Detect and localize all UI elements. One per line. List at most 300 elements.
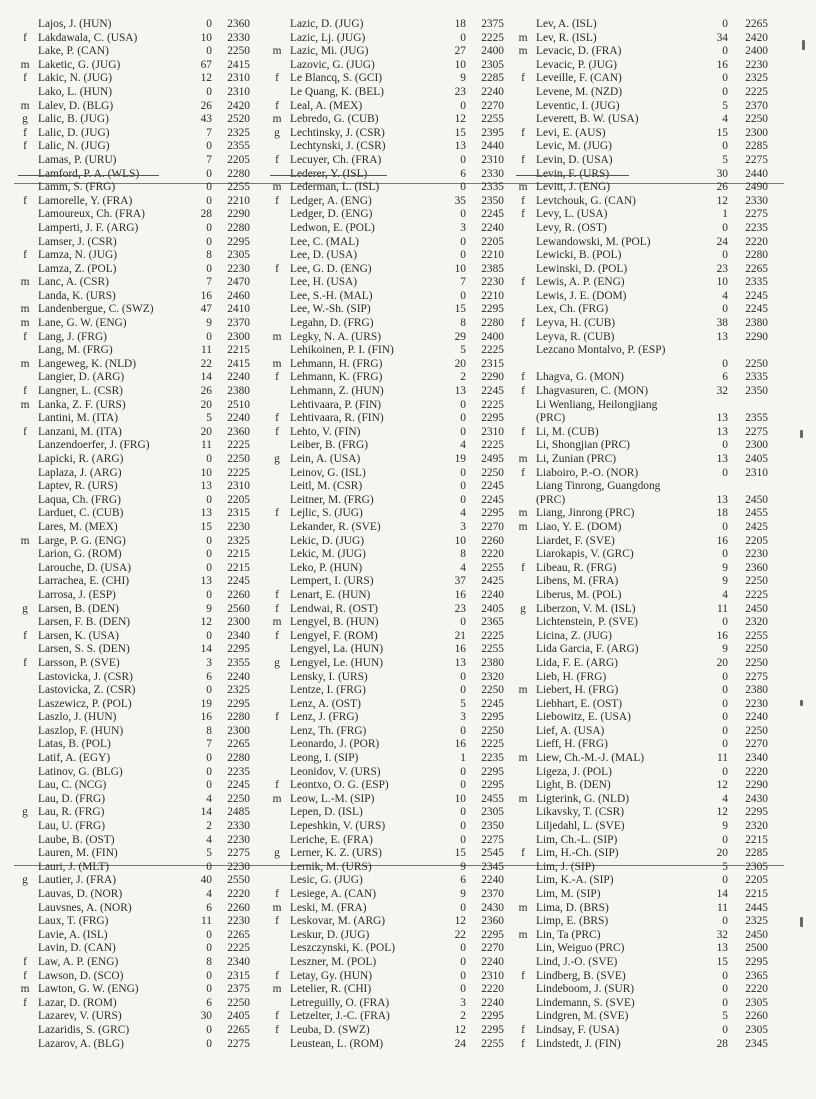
player-title: m <box>518 684 528 697</box>
player-entry <box>266 358 510 372</box>
player-title: m <box>20 534 30 547</box>
player-games: 0 <box>460 779 466 792</box>
player-entry <box>14 249 258 263</box>
player-name: Leuba, D. (SWZ) <box>290 1023 370 1036</box>
player-games: 16 <box>200 289 212 302</box>
player-name: Leventic, I. (JUG) <box>536 99 620 112</box>
player-entry <box>266 59 510 73</box>
player-rating: 2225 <box>481 31 504 44</box>
player-rating: 2310 <box>227 72 250 85</box>
player-title: g <box>274 126 280 139</box>
player-rating: 2340 <box>227 955 250 968</box>
player-rating: 2325 <box>745 915 768 928</box>
player-games: 24 <box>454 1037 466 1050</box>
player-entry <box>14 983 258 997</box>
player-name: Larduet, C. (CUB) <box>38 507 124 520</box>
player-entry <box>266 698 510 712</box>
player-name: Larouche, D. (USA) <box>38 561 131 574</box>
player-name: Lazarev, V. (URS) <box>38 1010 122 1023</box>
player-title: f <box>521 276 525 289</box>
player-name: Lakic, N. (JUG) <box>38 72 113 85</box>
player-entry <box>512 548 774 562</box>
player-entry <box>266 154 510 168</box>
player-title: f <box>521 1037 525 1050</box>
player-rating: 2425 <box>745 520 768 533</box>
player-rating: 2430 <box>745 792 768 805</box>
player-games: 12 <box>716 806 728 819</box>
player-entry <box>512 86 774 100</box>
player-entry <box>14 385 258 399</box>
player-rating: 2215 <box>227 561 250 574</box>
player-rating: 2380 <box>227 385 250 398</box>
player-name: Leko, P. (HUN) <box>290 561 363 574</box>
player-rating: 2210 <box>481 249 504 262</box>
player-rating: 2375 <box>481 18 504 30</box>
player-games: 1 <box>722 208 728 221</box>
player-rating: 2235 <box>745 221 768 234</box>
player-entry <box>14 426 258 440</box>
player-rating: 2250 <box>227 996 250 1009</box>
player-name: Lehtivaara, R. (FIN) <box>290 412 384 425</box>
player-games: 5 <box>722 153 728 166</box>
player-rating: 2545 <box>481 847 504 860</box>
player-games: 10 <box>454 534 466 547</box>
player-rating: 2240 <box>481 221 504 234</box>
player-games: 4 <box>722 113 728 126</box>
player-games: 5 <box>206 847 212 860</box>
player-games: 13 <box>200 480 212 493</box>
player-rating: 2225 <box>227 942 250 955</box>
player-games: 0 <box>460 955 466 968</box>
player-rating: 2225 <box>745 85 768 98</box>
player-games: 28 <box>716 1037 728 1050</box>
player-entry <box>266 303 510 317</box>
player-name: Laszewicz, P. (POL) <box>38 697 132 710</box>
player-games: 23 <box>454 85 466 98</box>
player-games: 9 <box>722 820 728 833</box>
player-name: Lee, W.-Sh. (SIP) <box>290 303 371 316</box>
player-rating: 2255 <box>481 643 504 656</box>
player-entry <box>14 208 258 222</box>
player-rating: 2330 <box>745 194 768 207</box>
player-games: 0 <box>722 439 728 452</box>
player-games: 8 <box>206 724 212 737</box>
player-entry <box>14 997 258 1011</box>
player-rating: 2370 <box>481 888 504 900</box>
player-entry <box>266 371 510 385</box>
player-games: 15 <box>200 520 212 533</box>
player-rating: 2300 <box>745 126 768 139</box>
player-entry <box>266 603 510 617</box>
player-title: f <box>521 466 525 479</box>
player-entry <box>14 902 258 916</box>
player-entry <box>266 208 510 222</box>
player-rating: 2280 <box>481 317 504 330</box>
player-games: 16 <box>716 534 728 547</box>
player-name: Lengyel, Le. (HUN) <box>290 656 383 669</box>
player-rating: 2235 <box>227 765 250 778</box>
player-rating: 2455 <box>481 792 504 805</box>
player-rating: 2365 <box>481 616 504 629</box>
player-name: Liarokapis, V. (GRC) <box>536 548 634 561</box>
player-games: 0 <box>722 45 728 58</box>
player-entry <box>512 222 774 236</box>
player-entry <box>512 236 774 250</box>
player-name: Lavie, A. (ISL) <box>38 928 108 941</box>
player-name: Le Blancq, S. (GCI) <box>290 72 383 85</box>
player-rating: 2220 <box>227 888 250 900</box>
player-rating: 2260 <box>745 1010 768 1023</box>
player-rating: 2225 <box>481 439 504 452</box>
player-title: f <box>521 72 525 85</box>
player-name: Lanc, A. (CSR) <box>38 276 109 289</box>
player-rating: 2385 <box>481 262 504 275</box>
player-title: f <box>275 915 279 928</box>
player-games: 32 <box>716 385 728 398</box>
player-name: Lau, R. (FRG) <box>38 806 105 819</box>
player-name: Lindsay, F. (USA) <box>536 1023 620 1036</box>
player-name: Lau, D. (FRG) <box>38 792 106 805</box>
player-rating: 2225 <box>745 588 768 601</box>
player-games: 16 <box>454 643 466 656</box>
player-games: 14 <box>200 643 212 656</box>
player-title: f <box>23 425 27 438</box>
player-rating: 2340 <box>745 752 768 765</box>
player-rating: 2245 <box>227 575 250 588</box>
player-rating: 2440 <box>481 140 504 153</box>
player-games: 0 <box>722 616 728 629</box>
player-rating: 2430 <box>481 901 504 914</box>
player-entry <box>14 1038 258 1052</box>
player-entry <box>512 426 774 440</box>
player-name: Lee, D. (USA) <box>290 249 358 262</box>
player-name: Lindeboom, J. (SUR) <box>536 983 635 996</box>
player-rating: 2245 <box>481 480 504 493</box>
player-games: 0 <box>460 31 466 44</box>
player-entry <box>14 820 258 834</box>
player-games: 0 <box>460 833 466 846</box>
player-games: 0 <box>722 711 728 724</box>
player-name: Lex, Ch. (FRG) <box>536 303 609 316</box>
player-entry <box>266 344 510 358</box>
margin-mark <box>800 700 803 706</box>
player-games: 13 <box>454 656 466 669</box>
player-rating: 2250 <box>227 453 250 465</box>
player-name: Lang, M. (FRG) <box>38 344 113 357</box>
player-entry <box>512 385 774 399</box>
player-name: Li, Zunian (PRC) <box>536 453 617 465</box>
player-rating: 2220 <box>481 548 504 561</box>
player-title: f <box>275 194 279 207</box>
player-title: f <box>23 126 27 139</box>
player-rating: 2230 <box>481 276 504 289</box>
player-name: Lezcano Montalvo, P. (ESP) <box>536 344 666 357</box>
player-rating: 2325 <box>745 72 768 85</box>
player-entry <box>266 1024 510 1038</box>
player-rating: 2275 <box>481 833 504 846</box>
player-rating: 2405 <box>745 453 768 465</box>
player-name: Lares, M. (MEX) <box>38 520 118 533</box>
player-rating: 2315 <box>481 357 504 370</box>
player-name: Lin, Weiguo (PRC) <box>536 942 625 955</box>
player-entry <box>14 45 258 59</box>
player-entry <box>266 725 510 739</box>
player-games: 9 <box>460 860 466 873</box>
player-entry <box>14 548 258 562</box>
player-rating: 2265 <box>227 928 250 941</box>
player-rating: 2250 <box>745 357 768 370</box>
player-rating: 2310 <box>481 153 504 166</box>
player-games: 13 <box>716 412 728 425</box>
player-name: Lim, J. (SIP) <box>536 860 595 873</box>
player-name: Levy, R. (OST) <box>536 221 607 234</box>
player-name: Lamford, P. A. (WLS) <box>38 167 140 180</box>
player-title: m <box>20 983 30 996</box>
player-title: f <box>275 629 279 642</box>
player-rating: 2330 <box>227 820 250 833</box>
player-title: f <box>275 153 279 166</box>
player-games: 0 <box>722 221 728 234</box>
player-name: Lhagva, G. (MON) <box>536 371 624 384</box>
player-entry <box>266 521 510 535</box>
player-entry <box>512 671 774 685</box>
player-rating: 2415 <box>227 58 250 71</box>
player-games: 10 <box>200 466 212 479</box>
player-title: m <box>518 928 528 941</box>
player-entry <box>512 59 774 73</box>
player-games: 0 <box>206 548 212 561</box>
player-title: f <box>521 1023 525 1036</box>
player-rating: 2310 <box>227 85 250 98</box>
player-entry <box>512 127 774 141</box>
player-entry <box>512 888 774 902</box>
player-name: Leal, A. (MEX) <box>290 99 363 112</box>
player-entry <box>14 929 258 943</box>
player-name: Lehmann, H. (FRG) <box>290 357 383 370</box>
player-title: f <box>23 140 27 153</box>
player-entry <box>14 154 258 168</box>
player-name: Lekander, R. (SVE) <box>290 520 381 533</box>
player-games: 38 <box>716 317 728 330</box>
player-games: 5 <box>722 99 728 112</box>
player-entry <box>512 630 774 644</box>
player-entry <box>266 507 510 521</box>
player-name: Lebredo, G. (CUB) <box>290 113 379 126</box>
player-name: Lane, G. W. (ENG) <box>38 317 127 330</box>
player-entry <box>14 738 258 752</box>
player-name: Lamm, S. (FRG) <box>38 181 116 194</box>
player-rating: 2265 <box>227 1023 250 1036</box>
player-rating: 2240 <box>481 996 504 1009</box>
player-games: 0 <box>460 684 466 697</box>
player-rating: 2295 <box>481 928 504 941</box>
player-entry <box>266 970 510 984</box>
player-entry <box>266 45 510 59</box>
player-title: m <box>518 453 528 465</box>
player-entry <box>512 1038 774 1052</box>
player-name: Leveille, F. (CAN) <box>536 72 622 85</box>
player-rating: 2265 <box>745 262 768 275</box>
player-games: 14 <box>200 371 212 384</box>
player-games: 3 <box>206 656 212 669</box>
player-rating: 2295 <box>481 765 504 778</box>
player-rating: 2310 <box>481 425 504 438</box>
player-entry <box>266 806 510 820</box>
player-entry <box>14 412 258 426</box>
player-games: 12 <box>454 1023 466 1036</box>
player-rating: 2275 <box>227 1037 250 1050</box>
player-name: Leskovar, M. (ARG) <box>290 915 386 928</box>
player-games: 12 <box>454 915 466 928</box>
player-games: 15 <box>454 126 466 139</box>
player-games: 0 <box>460 616 466 629</box>
player-entry <box>266 195 510 209</box>
player-rating: 2220 <box>745 765 768 778</box>
player-rating: 2415 <box>227 357 250 370</box>
player-games: 19 <box>200 697 212 710</box>
player-entry <box>266 766 510 780</box>
player-name: Leski, M. (FRA) <box>290 901 367 914</box>
player-title: g <box>22 113 28 126</box>
player-rating: 2315 <box>227 507 250 520</box>
player-entry <box>14 222 258 236</box>
player-entry <box>266 562 510 576</box>
player-entry <box>266 127 510 141</box>
player-entry <box>266 453 510 467</box>
player-rating: 2240 <box>481 588 504 601</box>
player-games: 0 <box>460 425 466 438</box>
player-name: Legahn, D. (FRG) <box>290 317 374 330</box>
player-entry <box>266 480 510 494</box>
player-rating: 2345 <box>481 860 504 873</box>
player-rating: 2320 <box>745 616 768 629</box>
player-name: Lee, S.-H. (MAL) <box>290 289 373 302</box>
player-name: Lanka, Z. F. (URS) <box>38 398 126 411</box>
player-games: 0 <box>722 249 728 262</box>
player-games: 15 <box>454 847 466 860</box>
player-games: 13 <box>716 425 728 438</box>
player-entry <box>14 59 258 73</box>
player-entry <box>266 439 510 453</box>
player-games: 4 <box>722 792 728 805</box>
player-name: Lida Garcia, F. (ARG) <box>536 643 639 656</box>
player-rating: 2275 <box>227 847 250 860</box>
player-entry <box>512 18 774 32</box>
player-rating: 2300 <box>227 724 250 737</box>
player-name: Ledger, A. (ENG) <box>290 194 372 207</box>
player-rating: 2245 <box>745 289 768 302</box>
player-entry <box>512 290 774 304</box>
player-title: f <box>275 72 279 85</box>
player-entry <box>14 494 258 508</box>
player-title: f <box>23 969 27 982</box>
player-name: Liao, Y. E. (DOM) <box>536 520 622 533</box>
player-title: m <box>20 398 30 411</box>
player-title: f <box>275 99 279 112</box>
player-name: Lazaridis, S. (GRC) <box>38 1023 130 1036</box>
player-games: 12 <box>716 779 728 792</box>
player-entry <box>512 562 774 576</box>
player-name: Lida, F. E. (ARG) <box>536 656 618 669</box>
player-games: 40 <box>200 874 212 887</box>
player-games: 0 <box>722 983 728 996</box>
player-entry <box>14 766 258 780</box>
player-rating: 2205 <box>227 153 250 166</box>
player-rating: 2230 <box>745 697 768 710</box>
player-games: 0 <box>206 561 212 574</box>
player-rating: 2220 <box>745 983 768 996</box>
player-title: m <box>20 303 30 316</box>
player-title: f <box>23 656 27 669</box>
player-entry <box>266 18 510 32</box>
player-rating: 2290 <box>745 779 768 792</box>
player-name: Liebowitz, E. (USA) <box>536 711 631 724</box>
player-games: 9 <box>206 317 212 330</box>
player-name: Lee, G. D. (ENG) <box>290 262 372 275</box>
player-entry <box>14 507 258 521</box>
player-games: 30 <box>200 1010 212 1023</box>
player-games: 7 <box>460 276 466 289</box>
player-entry <box>512 467 774 481</box>
player-games: 0 <box>460 670 466 683</box>
player-name: Lim, K.-A. (SIP) <box>536 874 614 887</box>
player-name: Lesiege, A. (CAN) <box>290 888 377 900</box>
player-title: f <box>275 888 279 900</box>
player-entry <box>14 344 258 358</box>
player-rating: 2280 <box>227 221 250 234</box>
player-entry <box>266 575 510 589</box>
player-rating: 2240 <box>227 412 250 425</box>
player-rating: 2325 <box>227 126 250 139</box>
player-entry <box>14 589 258 603</box>
player-name: Levtchouk, G. (CAN) <box>536 194 636 207</box>
player-entry <box>14 711 258 725</box>
player-title: f <box>23 385 27 398</box>
player-games: 0 <box>460 466 466 479</box>
player-rating: 2260 <box>481 534 504 547</box>
player-rating: 2405 <box>227 1010 250 1023</box>
player-entry <box>14 643 258 657</box>
player-name: Lewis, J. E. (DOM) <box>536 289 627 302</box>
player-entry <box>14 113 258 127</box>
player-rating: 2240 <box>481 85 504 98</box>
player-rating: 2285 <box>745 140 768 153</box>
player-entry <box>266 222 510 236</box>
player-rating: 2305 <box>745 1023 768 1036</box>
player-games: 0 <box>722 670 728 683</box>
player-rating: 2365 <box>745 969 768 982</box>
player-entry <box>266 929 510 943</box>
player-rating: 2240 <box>227 371 250 384</box>
player-rating: 2250 <box>745 113 768 126</box>
player-name: Liberzon, V. M. (ISL) <box>536 602 636 615</box>
player-games: 5 <box>460 697 466 710</box>
column-2 <box>266 18 510 1051</box>
player-name: Lederman, L. (ISL) <box>290 181 380 194</box>
player-name: Lazic, Mi. (JUG) <box>290 45 369 58</box>
player-entry <box>512 983 774 997</box>
player-games: 26 <box>716 181 728 194</box>
player-games: 0 <box>722 969 728 982</box>
player-games: 23 <box>454 602 466 615</box>
player-entry <box>512 711 774 725</box>
player-entry <box>512 45 774 59</box>
player-name: Leverett, B. W. (USA) <box>536 113 639 126</box>
player-name: Lehtivaara, P. (FIN) <box>290 398 382 411</box>
player-title: g <box>274 656 280 669</box>
player-entry <box>14 303 258 317</box>
player-rating: 2290 <box>745 330 768 343</box>
